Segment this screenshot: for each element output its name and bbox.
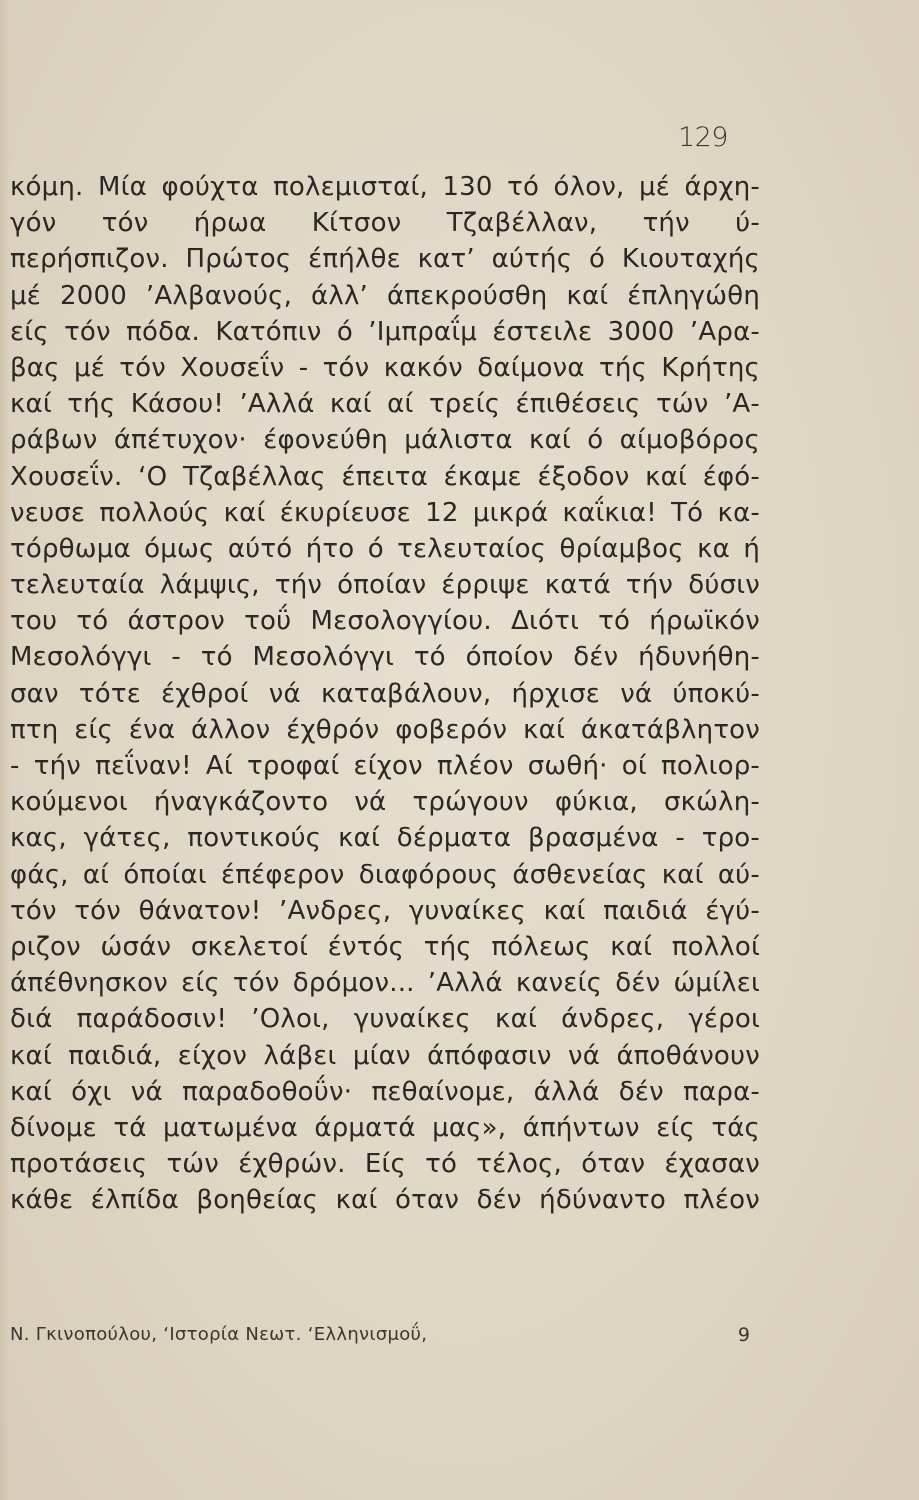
text-line: Μεσολόγγι - τό Μεσολόγγι τό όποίον δέν ήδυνήθη- [10, 642, 760, 673]
text-line: κάθε έλπίδα βοηθείας καί όταν δέν ήδύναντο πλέον [10, 1185, 760, 1216]
text-line: δίνομε τά ματωμένα άρματά μας», άπήντων είς τάς [10, 1112, 760, 1143]
text-line: καί τής Κάσου! ’Αλλά καί αί τρείς έπιθέσεις τών ’Α- [10, 389, 760, 420]
page-footer [10, 1324, 750, 1350]
text-line: κόμη. Μία φούχτα πολεμισταί, 130 τό όλον, μέ άρχη- [10, 172, 760, 202]
page-edge-shadow [0, 0, 10, 1500]
text-line: ράβων άπέτυχον· έφονεύθη μάλιστα καί ό αίμοβόρος [10, 425, 760, 456]
footer-signature-label: Ν. Γκινοπούλου, ‘Ιστορία Νεωτ. ‘Ελληνισμοΰ, [10, 1324, 428, 1345]
text-line: μέ 2000 ’Αλβανούς, άλλ’ άπεκρούσθη καί έπληγώθη [10, 280, 760, 311]
text-line: νευσε πολλούς καί έκυρίευσε 12 μικρά καΐκια! Τό κα- [10, 497, 760, 528]
text-line: περήσπιζον. Πρώτος έπήλθε κατ’ αύτής ό Κιουταχής [10, 244, 760, 275]
text-line: τελευταία λάμψις, τήν όποίαν έρριψε κατά τήν δύσιν [10, 570, 760, 601]
text-line: άπέθνησκον είς τόν δρόμον... ’Αλλά κανείς δέν ώμίλει [10, 968, 760, 999]
page-number: 129 [677, 122, 728, 153]
text-line: καί παιδιά, είχον λάβει μίαν άπόφασιν νά άποθάνουν [10, 1040, 760, 1071]
text-line: βας μέ τόν Χουσεΐν - τόν κακόν δαίμονα τής Κρήτης [10, 352, 760, 383]
text-line: διά παράδοσιν! ’Ολοι, γυναίκες καί άνδρες, γέροι [10, 1004, 760, 1035]
text-line: σαν τότε έχθροί νά καταβάλουν, ήρχισε νά ύποκύ- [10, 678, 760, 709]
text-line: Χουσεΐν. ‘Ο Τζαβέλλας έπειτα έκαμε έξοδον καί έφό- [10, 461, 760, 492]
text-line: - τήν πεΐναν! Αί τροφαί είχον πλέον σωθή· οί πολιορ- [10, 751, 760, 781]
text-line: προτάσεις τών έχθρών. Είς τό τέλος, όταν έχασαν [10, 1149, 760, 1180]
text-line: τόν τόν θάνατον! ’Ανδρες, γυναίκες καί παιδιά έγύ- [10, 895, 760, 926]
text-line: είς τόν πόδα. Κατόπιν ό ’Ιμπραΐμ έστειλε 3000 ’Αρα- [10, 316, 760, 347]
text-line: κούμενοι ήναγκάζοντο νά τρώγουν φύκια, σκώλη- [10, 787, 760, 818]
text-line: του τό άστρον τοΰ Μεσολογγίου. Διότι τό ήρωϊκόν [10, 606, 760, 637]
text-line: φάς, αί όποίαι έπέφερον διαφόρους άσθενείας καί αύ- [10, 859, 760, 890]
text-line: κας, γάτες, ποντικούς καί δέρματα βρασμένα - τρο- [10, 823, 760, 854]
body-text [10, 169, 760, 1218]
text-line: ριζον ώσάν σκελετοί έντός τής πόλεως καί πολλοί [10, 931, 760, 962]
text-line: γόν τόν ήρωα Κίτσον Τζαβέλλαν, τήν ύ- [10, 208, 760, 239]
text-line: τόρθωμα όμως αύτό ήτο ό τελευταίος θρίαμβος κα ή [10, 533, 760, 564]
text-line: καί όχι νά παραδοθοΰν· πεθαίνομε, άλλά δέν παρα- [10, 1076, 760, 1107]
text-line: πτη είς ένα άλλον έχθρόν φοβερόν καί άκατάβλητον [10, 714, 760, 745]
footer-signature-number: 9 [737, 1324, 750, 1346]
